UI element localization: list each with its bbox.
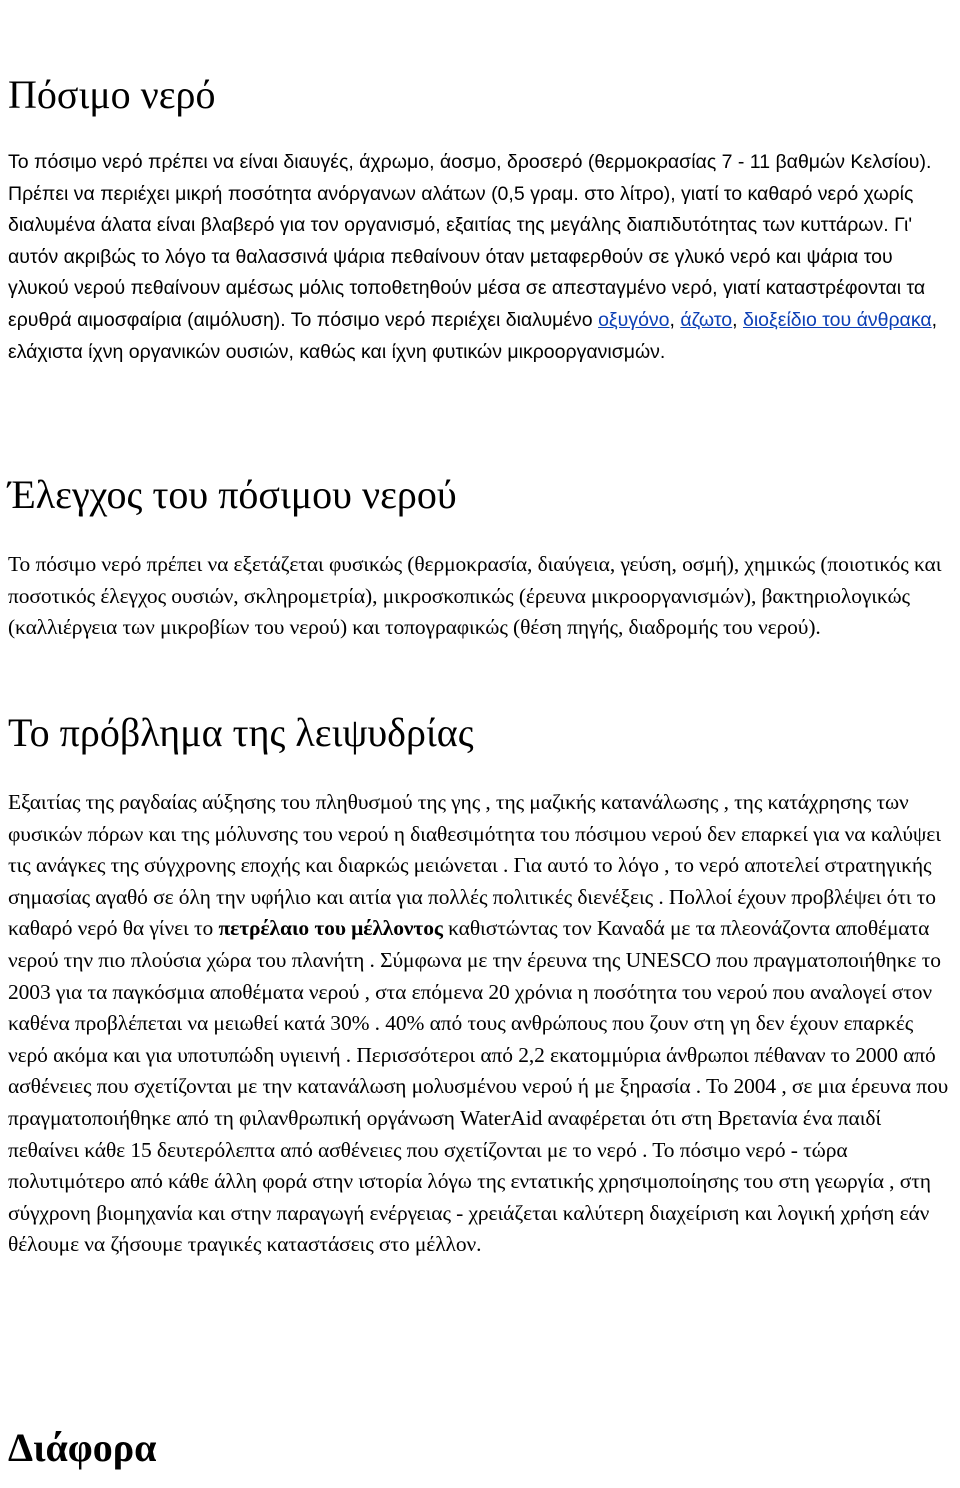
link-oxygen[interactable]: οξυγόνο: [598, 308, 670, 331]
paragraph-potable-water: [8, 147, 954, 368]
paragraph-text: καθιστώντας τον Καναδά με τα πλεονάζοντα αποθέματα νερού την πιο πλούσια χώρα του πλανήτη . Σύμφωνα με την έρευνα της UNESCO που πραγματοποιήθηκε το 2003 για τα παγκόσμια αποθέματα νερού , στα επόμενα 20 χρόνια η ποσότητα του νερού που αναλογεί στον καθένα προβλέπεται να μειωθεί κατά 30% . 40% από τους ανθρώπους που ζουν στη γη δεν έχουν επαρκές νερό ακόμα και για υποτυπώδη υγιεινή . Περισσότεροι από 2,2 εκατομμύρια άνθρωποι πέθαναν το 2000 από ασθένειες που σχετίζονται με την κατανάλωση μολυσμένου νερού ή με ξηρασία . Το 2004 , σε μια έρευνα που πραγματοποιήθηκε από τη φιλανθρωπική οργάνωση WaterAid αναφέρεται ότι στη Βρετανία ένα παιδί πεθαίνει κάθε 15 δευτερόλεπτα από ασθένειες που σχετίζονται με το νερό . Το πόσιμο νερό - τώρα πολυτιμότερο από κάθε άλλη φορά στην ιστορία λόγω της εντατικής χρησιμοποίησης του στη γεωργία , στη σύγχρονη βιομηχανία και στην παραγωγή ενέργειας - χρειάζεται καλύτερη διαχείριση και λογική χρήση εάν θέλουμε να ζήσουμε τραγικές καταστάσεις στο μέλλον.: [8, 916, 949, 1257]
section-title-water-control: Έλεγχος του πόσιμου νερού: [8, 472, 457, 517]
paragraph-water-scarcity: [8, 787, 954, 1261]
link-carbon-dioxide[interactable]: διοξείδιο του άνθρακα: [743, 308, 932, 331]
section-title-miscellaneous: Διάφορα: [8, 1425, 157, 1470]
paragraph-water-control: Το πόσιμο νερό πρέπει να εξετάζεται φυσικώς (θερμοκρασία, διαύγεια, γεύση, οσμή), χημικώς (ποιοτικός και ποσοτικός έλεγχος ουσιών, σκληρομετρία), μικροσκοπικώς (έρευνα μικροοργανισμών), βακτηριολογικώς (καλλιέργεια των μικροβίων του νερού) και τοπογραφικώς (θέση πηγής, διαδρομής του νερού).: [8, 552, 942, 640]
paragraph-text: , ελάχιστα ίχνη οργανικών ουσιών, καθώς και ίχνη φυτικών μικροοργανισμών.: [8, 308, 938, 363]
separator-text: ,: [732, 308, 743, 331]
link-nitrogen[interactable]: άζωτο: [680, 308, 733, 331]
section-title-potable-water: Πόσιμο νερό: [8, 72, 216, 117]
paragraph-text: Εξαιτίας της ραγδαίας αύξησης του πληθυσμού της γης , της μαζικής κατανάλωσης , της κατάχρησης των φυσικών πόρων και της μόλυνσης του νερού η διαθεσιμότητα του πόσιμου νερού δεν επαρκεί για να καλύψει τις ανάγκες της σύγχρονης εποχής και διαρκώς μειώνεται . Για αυτό το λόγο , το νερό αποτελεί στρατηγικής σημασίας αγαθό σε όλη την υφήλιο και αιτία για πολλές πολιτικές διενέξεις . Πολλοί έχουν προβλέψει ότι το καθαρό νερό θα γίνει το: [8, 790, 941, 941]
separator-text: ,: [669, 308, 681, 331]
section-title-water-scarcity: Το πρόβλημα της λειψυδρίας: [8, 710, 474, 755]
emphasis-text: πετρέλαιο του μέλλοντος: [218, 916, 443, 941]
paragraph-text: Το πόσιμο νερό πρέπει να είναι διαυγές, άχρωμο, άοσμο, δροσερό (θερμοκρασίας 7 - 11 βαθμών Κελσίου). Πρέπει να περιέχει μικρή ποσότητα ανόργανων αλάτων (0,5 γραμ. στο λίτρο), γιατί το καθαρό νερό χωρίς διαλυμένα άλατα είναι βλαβερό για τον οργανισμό, εξαιτίας της μεγάλης διαπιδυτότητας των κυττάρων. Γι' αυτόν ακριβώς το λόγο τα θαλασσινά ψάρια πεθαίνουν όταν μεταφερθούν σε γλυκό νερό και ψάρια του γλυκού νερού πεθαίνουν αμέσως μόλις τοποθετηθούν μέσα σε απεσταγμένο νερό, γιατί καταστρέφονται τα ερυθρά αιμοσφαίρια (αιμόλυση). Το πόσιμο νερό περιέχει διαλυμένο: [8, 151, 932, 331]
